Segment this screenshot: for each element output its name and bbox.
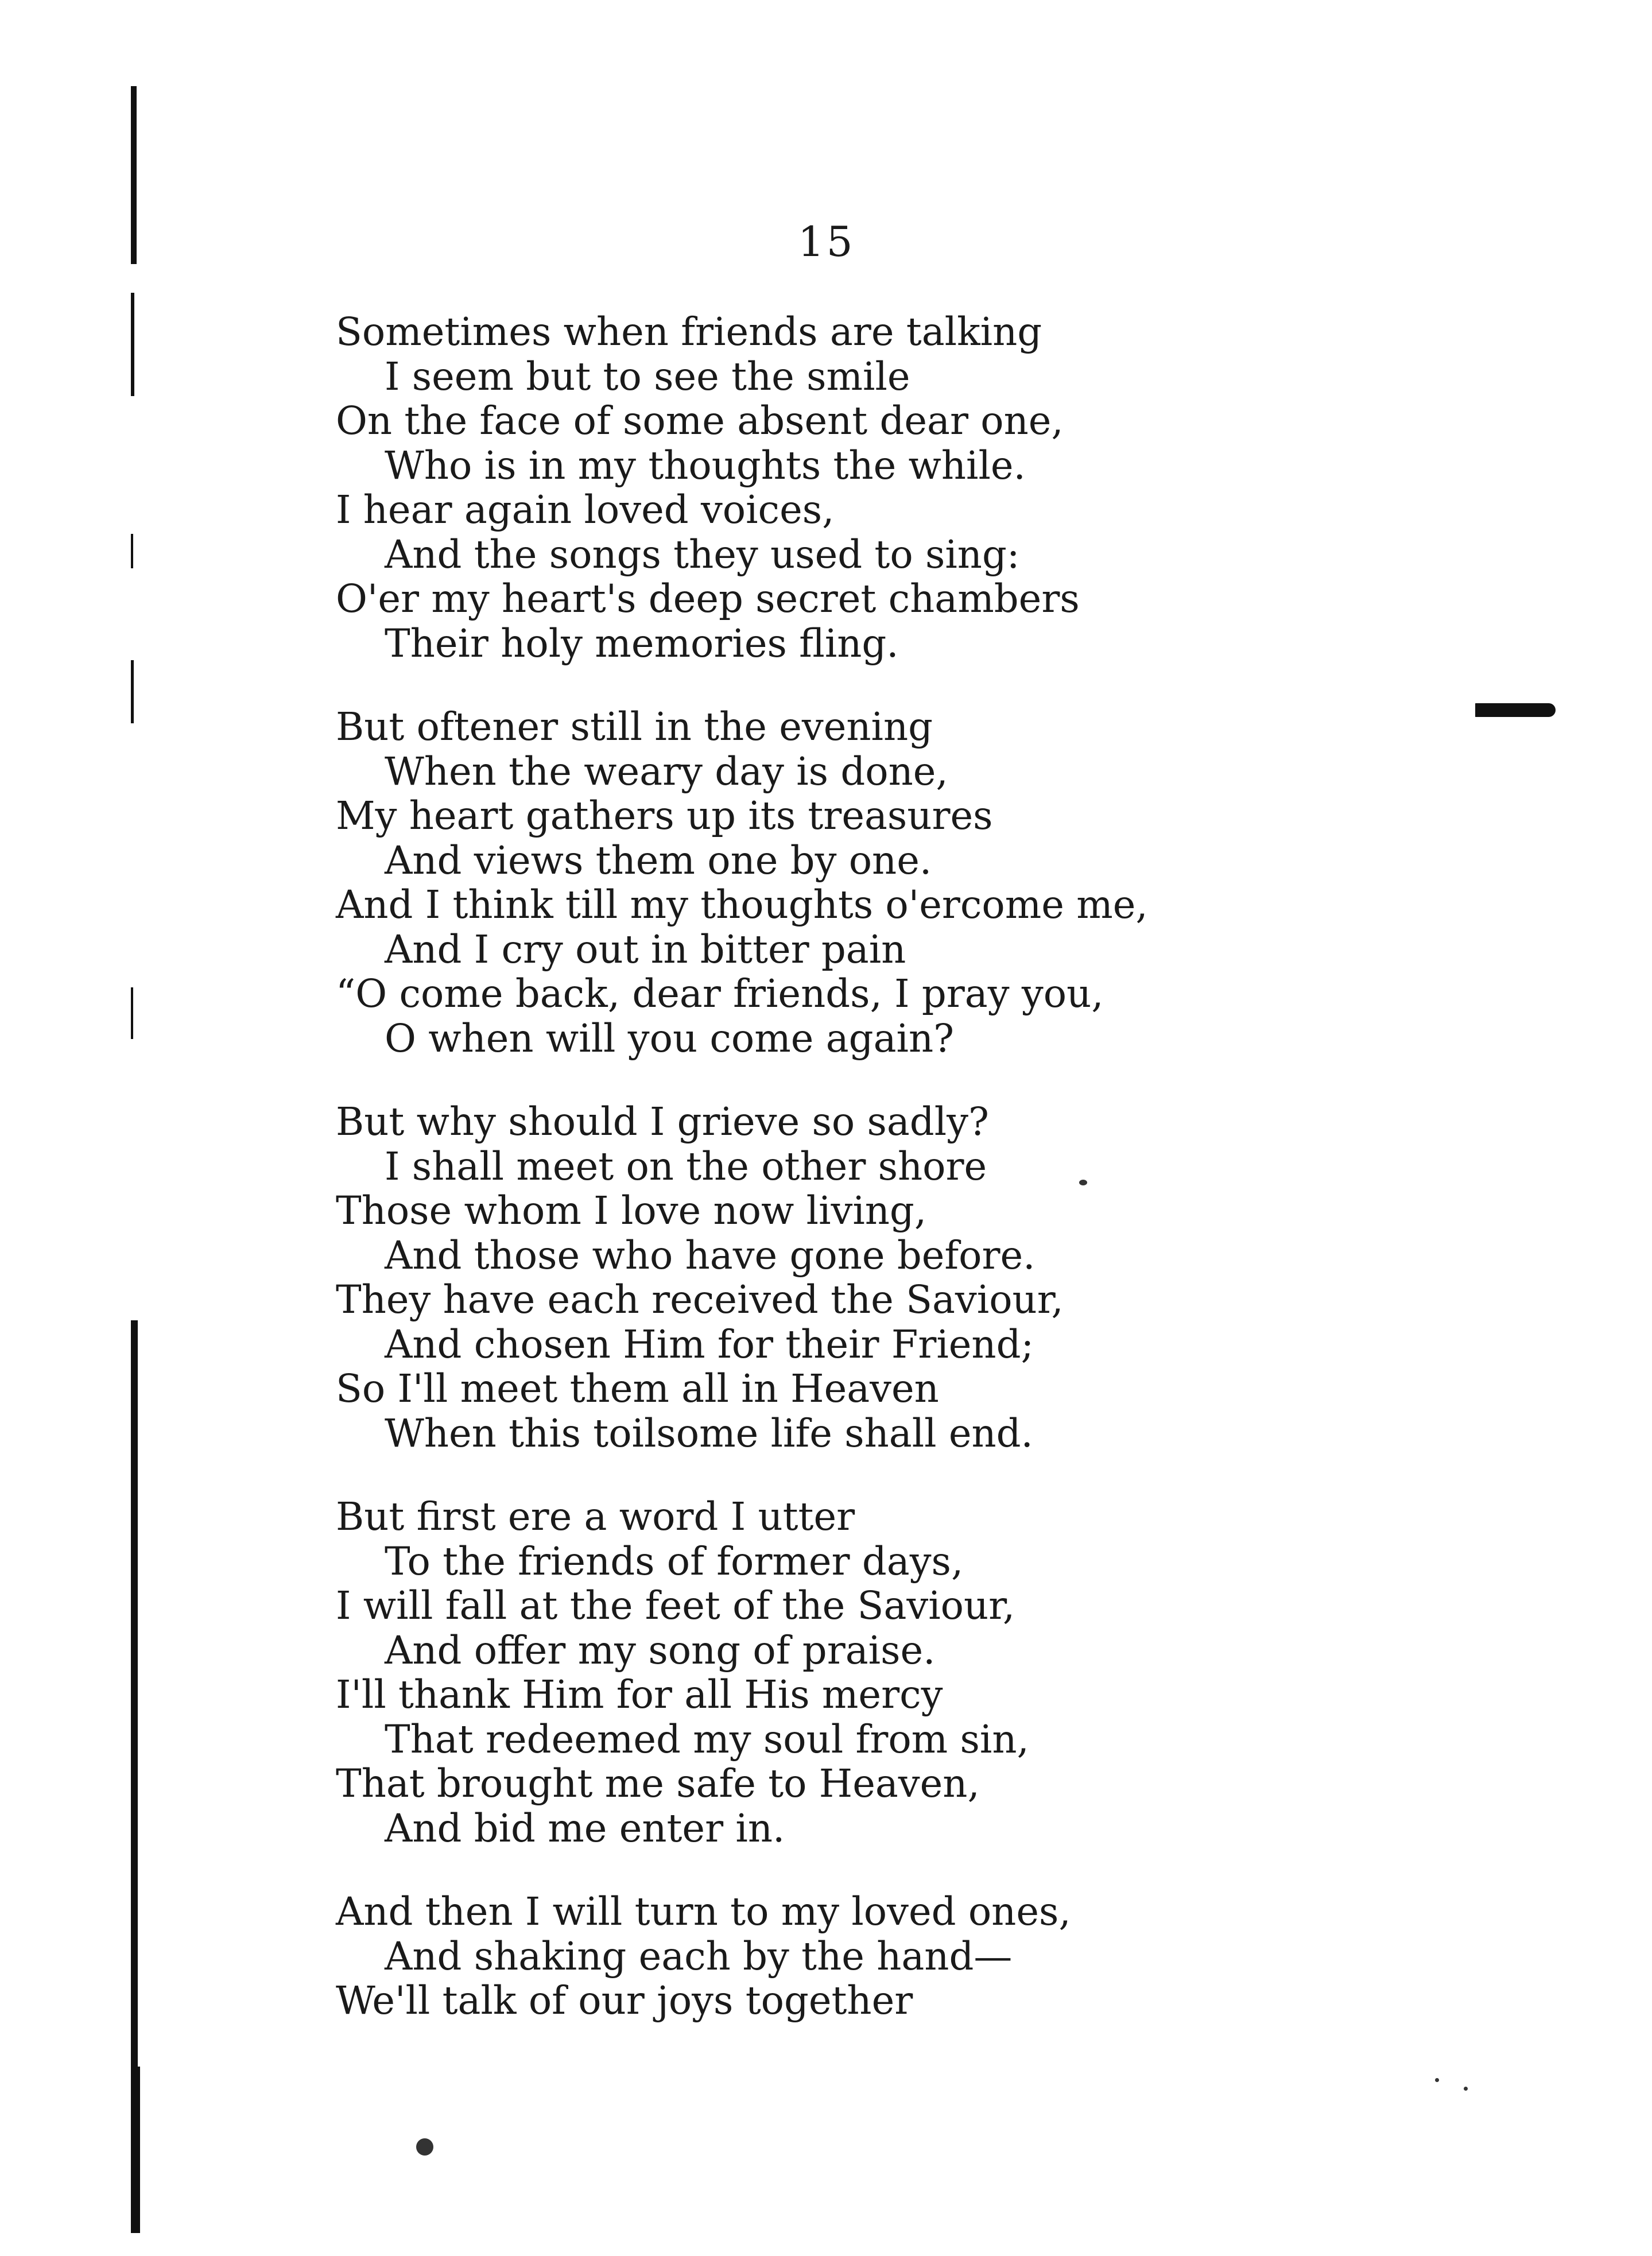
stanza (336, 705, 1484, 1061)
poem-line: That brought me safe to Heaven, (336, 1761, 980, 1806)
poem-line: And chosen Him for their Friend; (385, 1321, 1034, 1367)
poem-line: But why should I grieve so sadly? (336, 1099, 989, 1144)
poem-line: And offer my song of praise. (385, 1627, 936, 1673)
poem-line: O when will you come again? (385, 1015, 955, 1061)
poem-line: I'll thank Him for all His mercy (336, 1672, 943, 1717)
poem-line: And the songs they used to sing: (385, 532, 1020, 577)
poem-line: And those who have gone before. (385, 1232, 1036, 1278)
poem-line: When the weary day is done, (385, 749, 948, 794)
poem-line: They have each received the Saviour, (336, 1277, 1064, 1322)
poem-line: I seem but to see the smile (385, 354, 910, 399)
poem-line: And views them one by one. (385, 838, 932, 883)
binding-edge-shadow (131, 86, 146, 2256)
ink-speck (1464, 2087, 1468, 2091)
poem-line: On the face of some absent dear one, (336, 398, 1064, 443)
stanza (336, 1495, 1484, 1851)
poem-line: When this toilsome life shall end. (385, 1410, 1033, 1456)
ink-mark-right (1475, 703, 1556, 717)
poem-line: But first ere a word I utter (336, 1494, 855, 1539)
poem-line: And I think till my thoughts o'ercome me, (336, 882, 1148, 927)
ink-speck (416, 2138, 433, 2156)
poem-line: Who is in my thoughts the while. (385, 443, 1026, 488)
poem-line: I shall meet on the other shore (385, 1143, 987, 1189)
stanza (336, 1100, 1484, 1456)
poem-line: Sometimes when friends are talking (336, 309, 1042, 354)
poem-line: My heart gathers up its treasures (336, 793, 993, 838)
poem-line: Their holy memories fling. (385, 621, 899, 666)
poem-line: I will fall at the feet of the Saviour, (336, 1583, 1015, 1628)
stanza (336, 310, 1484, 666)
ink-speck (1435, 2078, 1439, 2082)
poem-line: To the friends of former days, (385, 1538, 964, 1584)
poem-line: “O come back, dear friends, I pray you, (336, 971, 1104, 1016)
poem-line: We'll talk of our joys together (336, 1978, 913, 2023)
poem-line: I hear again loved voices, (336, 487, 835, 532)
poem-line: That redeemed my soul from sin, (385, 1716, 1029, 1762)
poem-line: And I cry out in bitter pain (385, 927, 906, 972)
page-number: 15 (798, 218, 855, 266)
poem-body (336, 310, 1484, 2063)
poem-line: O'er my heart's deep secret chambers (336, 576, 1080, 621)
poem-line: And shaking each by the hand— (385, 1933, 1013, 1979)
stanza (336, 1890, 1484, 2024)
poem-line: And bid me enter in. (385, 1805, 785, 1851)
poem-line: But oftener still in the evening (336, 704, 933, 749)
poem-line: And then I will turn to my loved ones, (336, 1889, 1071, 1934)
poem-line: Those whom I love now living, (336, 1188, 927, 1233)
poem-line: So I'll meet them all in Heaven (336, 1366, 939, 1411)
